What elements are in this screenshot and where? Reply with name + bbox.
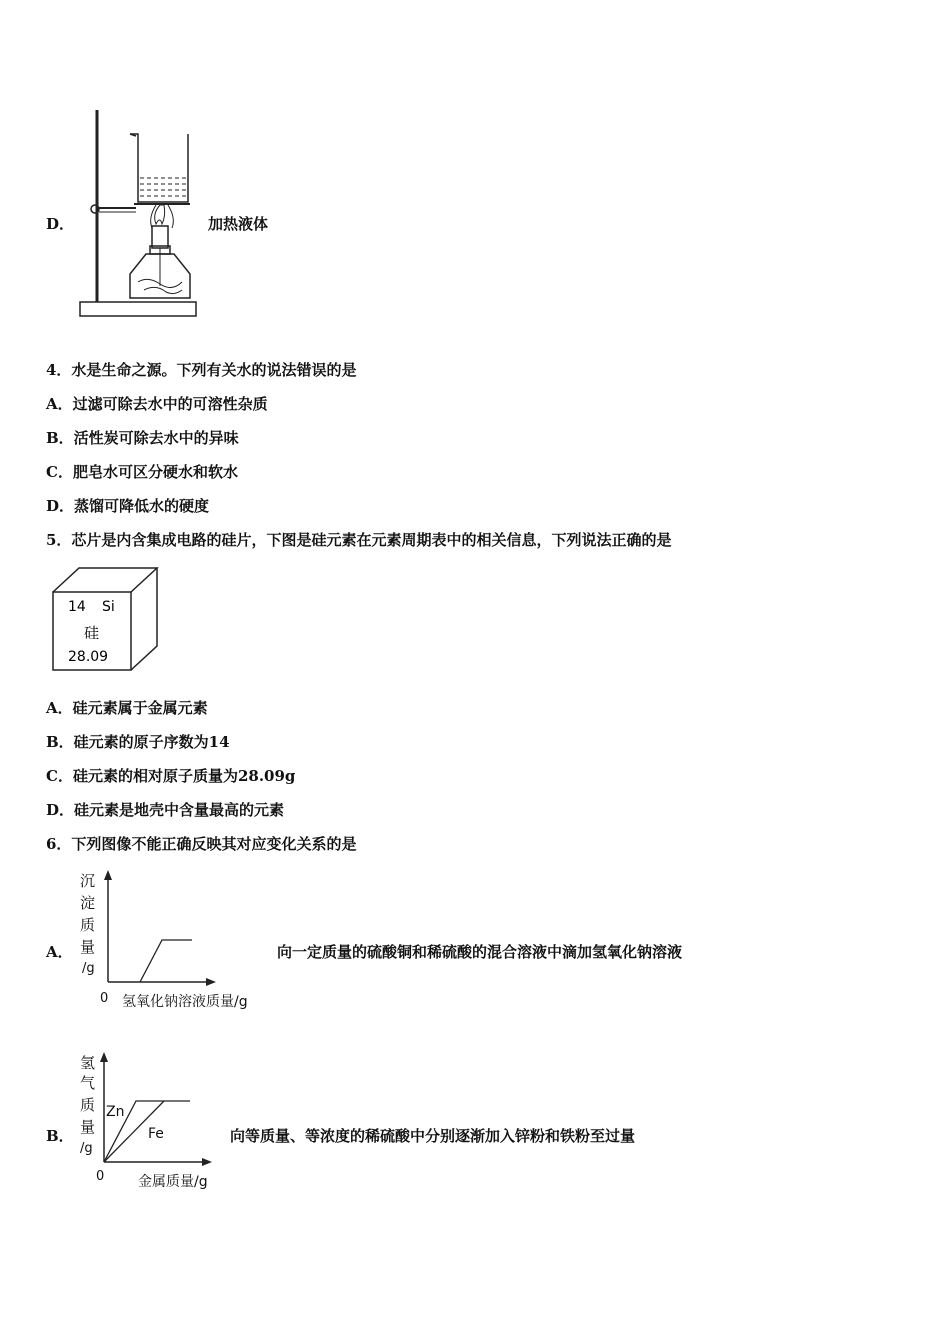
graph-b-xlabel: 金属质量/g: [138, 1174, 208, 1190]
q5-option-a: A．硅元素属于金属元素: [46, 699, 208, 717]
heating-apparatus-figure: [78, 106, 202, 320]
q6-option-a-label: A．: [46, 943, 73, 961]
q3-option-d-label: D．: [46, 215, 75, 233]
graph-a-ylabel-char-2: 淀: [80, 894, 96, 912]
q4-option-d: D．蒸馏可降低水的硬度: [46, 497, 210, 515]
graph-b-ylabel-char-1: 氢: [80, 1054, 96, 1072]
graph-b-series-fe: Fe: [148, 1126, 164, 1142]
q6-stem: 6．下列图像不能正确反映其对应变化关系的是: [46, 835, 357, 853]
element-symbol: Si: [102, 599, 115, 615]
q4-option-a: A．过滤可除去水中的可溶性杂质: [46, 395, 268, 413]
graph-b-ylabel-char-2: 气: [80, 1074, 96, 1092]
graph-a-y-arrow: [104, 870, 112, 880]
graph-a-curve: [140, 940, 192, 982]
q5-option-d: D．硅元素是地壳中含量最高的元素: [46, 801, 285, 819]
graph-b-origin: 0: [96, 1169, 105, 1184]
graph-b-yunit: /g: [80, 1141, 93, 1156]
q5-option-b: B．硅元素的原子序数为14: [46, 733, 230, 751]
graph-a-x-arrow: [206, 978, 216, 986]
q4-stem: 4．水是生命之源。下列有关水的说法错误的是: [46, 361, 357, 379]
q6-option-a-text: 向一定质量的硫酸铜和稀硫酸的混合溶液中滴加氢氧化钠溶液: [277, 943, 683, 961]
q4-option-b: B．活性炭可除去水中的异味: [46, 429, 239, 447]
q4-option-c: C．肥皂水可区分硬水和软水: [46, 463, 238, 481]
graph-a-figure: [74, 866, 278, 1014]
q6-option-b-text: 向等质量、等浓度的稀硫酸中分别逐渐加入锌粉和铁粉至过量: [230, 1127, 636, 1145]
graph-b-ylabel-char-4: 量: [80, 1118, 96, 1136]
element-card-figure: [50, 566, 162, 674]
q5-option-c: C．硅元素的相对原子质量为28.09g: [46, 767, 296, 785]
graph-a-ylabel-char-3: 质: [80, 916, 96, 934]
graph-b-ylabel-char-3: 质: [80, 1096, 96, 1114]
graph-a-ylabel-char-4: 量: [80, 938, 96, 956]
graph-b-y-arrow: [100, 1052, 108, 1062]
q3-option-d-text: 加热液体: [208, 215, 269, 233]
graph-b-figure: [74, 1048, 230, 1194]
graph-a-xlabel: 氢氧化钠溶液质量/g: [122, 994, 248, 1010]
graph-a-origin: 0: [100, 991, 109, 1006]
q5-stem: 5．芯片是内含集成电路的硅片，下图是硅元素在元素周期表中的相关信息，下列说法正确的是: [46, 531, 672, 549]
graph-a-yunit: /g: [82, 961, 95, 976]
graph-b-x-arrow: [202, 1158, 212, 1166]
element-name: 硅: [84, 624, 100, 642]
q6-option-b-label: B．: [46, 1127, 74, 1145]
graph-a-ylabel-char-1: 沉: [80, 872, 96, 890]
graph-b-series-zn: Zn: [106, 1104, 125, 1120]
element-mass: 28.09: [68, 649, 109, 665]
element-atomic-number: 14: [68, 599, 86, 615]
